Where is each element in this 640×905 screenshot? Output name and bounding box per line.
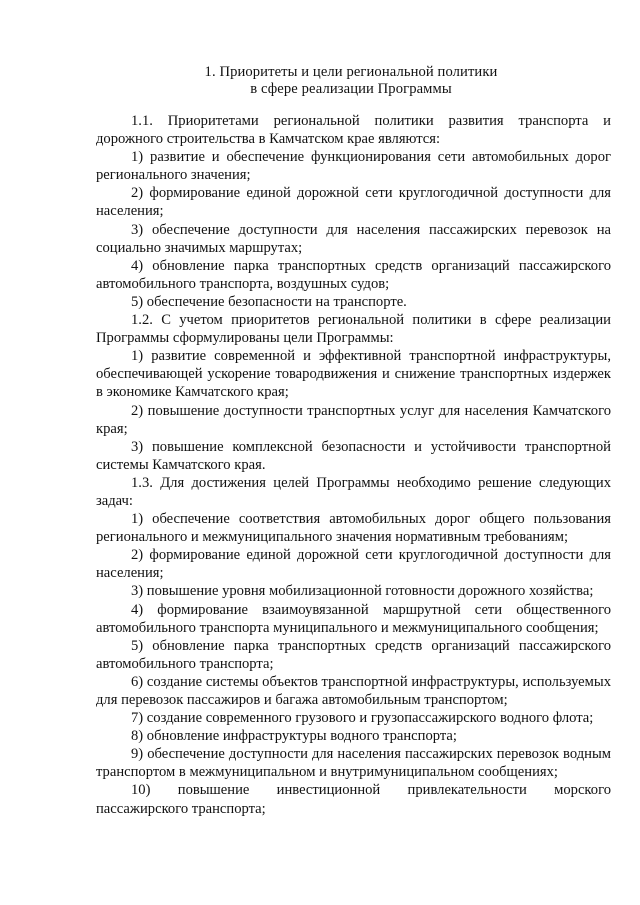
- section-heading: [96, 64, 606, 98]
- list-item: 1) развитие современной и эффективной транспортной инфраструктуры, обеспечивающей ускорение товародвижения и снижение транспортных издержек в экономике Камчатского края;: [96, 348, 611, 401]
- list-item: 8) обновление инфраструктуры водного транспорта;: [131, 728, 457, 745]
- list-item: 3) обеспечение доступности для населения пассажирских перевозок на социально значимых маршрутах;: [96, 221, 611, 256]
- list-item: 2) формирование единой дорожной сети круглогодичной доступности для населения;: [96, 185, 611, 220]
- section-title-line-2: в сфере реализации Программы: [250, 81, 452, 97]
- list-item: 9) обеспечение доступности для населения пассажирских перевозок водным транспортом в межмуниципальном и внутримуниципальном сообщениях;: [96, 746, 611, 781]
- list-item: 4) формирование взаимоувязанной маршрутной сети общественного автомобильного транспорта муниципального и межмуниципального сообщения;: [96, 601, 611, 636]
- list-item: 7) создание современного грузового и грузопассажирского водного флота;: [131, 710, 594, 727]
- list-item: 5) обеспечение безопасности на транспорте.: [131, 293, 407, 310]
- list-item: 1) развитие и обеспечение функционирования сети автомобильных дорог регионального значения;: [96, 149, 611, 184]
- list-item: 3) повышение комплексной безопасности и устойчивости транспортной системы Камчатского края.: [96, 438, 611, 473]
- paragraph-1-3-intro: 1.3. Для достижения целей Программы необходимо решение следующих задач:: [96, 474, 611, 509]
- list-item: 3) повышение уровня мобилизационной готовности дорожного хозяйства;: [131, 583, 594, 600]
- list-item: 5) обновление парка транспортных средств организаций пассажирского автомобильного транспорта;: [96, 637, 611, 672]
- list-item: 10) повышение инвестиционной привлекательности морского пассажирского транспорта;: [96, 782, 611, 817]
- list-item: 4) обновление парка транспортных средств организаций пассажирского автомобильного транспорта, воздушных судов;: [96, 257, 611, 292]
- section-title-line-1: 1. Приоритеты и цели региональной политики: [204, 64, 498, 80]
- list-item: 2) повышение доступности транспортных услуг для населения Камчатского края;: [96, 402, 611, 437]
- list-item: 6) создание системы объектов транспортной инфраструктуры, используемых для перевозок пассажиров и багажа автомобильным транспортом;: [96, 673, 611, 708]
- paragraph-1-2-intro: 1.2. С учетом приоритетов региональной политики в сфере реализации Программы сформулированы цели Программы:: [96, 312, 611, 347]
- list-item: 2) формирование единой дорожной сети круглогодичной доступности для населения;: [96, 547, 611, 582]
- paragraph-1-1-intro: 1.1. Приоритетами региональной политики развития транспорта и дорожного строительства в Камчатском крае являются:: [96, 113, 611, 148]
- list-item: 1) обеспечение соответствия автомобильных дорог общего пользования регионального и межмуниципального значения нормативным требованиям;: [96, 511, 611, 546]
- document-body: [96, 112, 611, 818]
